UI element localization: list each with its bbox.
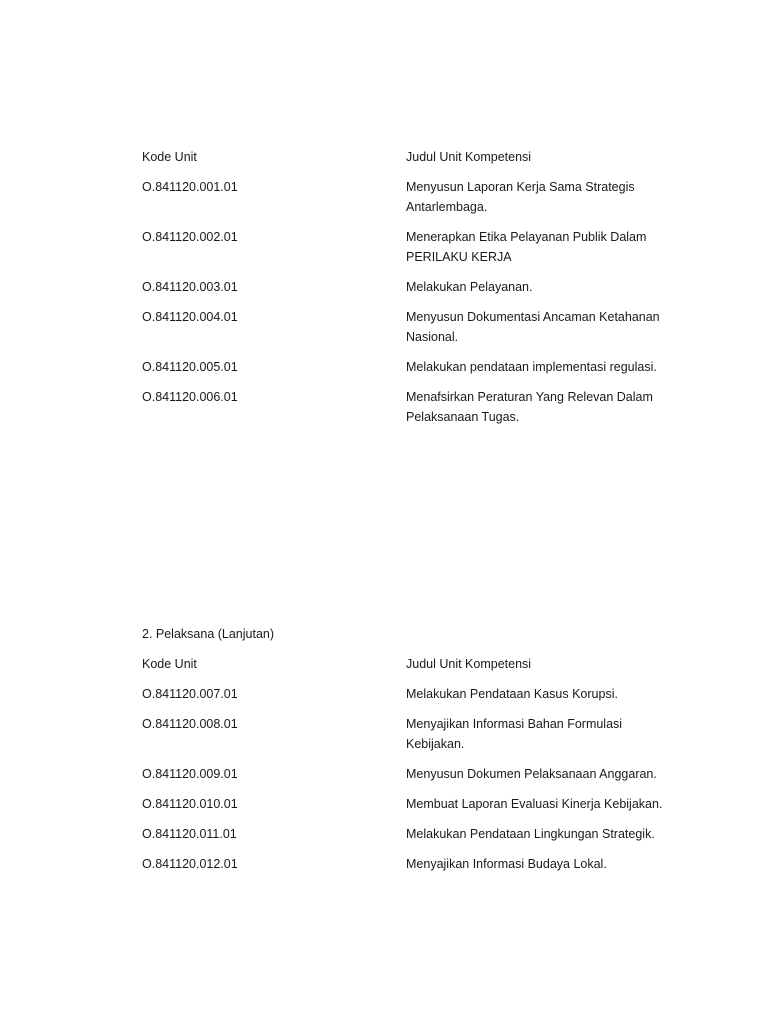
table-row	[142, 227, 682, 267]
table-row	[142, 357, 682, 377]
unit-title: Menyusun Laporan Kerja Sama Strategis Antarlembaga.	[406, 180, 635, 214]
unit-code: O.841120.010.01	[142, 797, 238, 811]
table-row	[142, 854, 682, 874]
unit-title: Membuat Laporan Evaluasi Kinerja Kebijakan.	[406, 797, 663, 811]
unit-code: O.841120.006.01	[142, 390, 238, 404]
column-header-title: Judul Unit Kompetensi	[406, 657, 532, 671]
unit-title: Melakukan Pelayanan.	[406, 280, 533, 294]
unit-title: Melakukan Pendataan Kasus Korupsi.	[406, 687, 618, 701]
unit-code: O.841120.002.01	[142, 230, 238, 244]
unit-code: O.841120.004.01	[142, 310, 238, 324]
unit-code: O.841120.011.01	[142, 827, 237, 841]
table-header-row	[142, 654, 682, 674]
column-header-code: Kode Unit	[142, 657, 197, 671]
table-row	[142, 824, 682, 844]
table-row	[142, 714, 682, 754]
column-header-title: Judul Unit Kompetensi	[406, 150, 532, 164]
table-header-row	[142, 147, 682, 167]
table-row	[142, 277, 682, 297]
unit-title: Menerapkan Etika Pelayanan Publik Dalam PERILAKU KERJA	[406, 230, 647, 264]
unit-code: O.841120.001.01	[142, 180, 238, 194]
unit-title: Menyusun Dokumentasi Ancaman Ketahanan Nasional.	[406, 310, 660, 344]
unit-title: Melakukan Pendataan Lingkungan Strategik.	[406, 827, 655, 841]
unit-title: Menyajikan Informasi Bahan Formulasi Kebijakan.	[406, 717, 623, 751]
unit-code: O.841120.007.01	[142, 687, 238, 701]
table-row	[142, 684, 682, 704]
unit-title: Melakukan pendataan implementasi regulasi.	[406, 360, 657, 374]
table-row	[142, 307, 682, 347]
unit-code: O.841120.003.01	[142, 280, 238, 294]
unit-title: Menyajikan Informasi Budaya Lokal.	[406, 857, 607, 871]
unit-title: Menafsirkan Peraturan Yang Relevan Dalam Pelaksanaan Tugas.	[406, 390, 653, 424]
unit-code: O.841120.008.01	[142, 717, 238, 731]
table-row	[142, 387, 682, 427]
section-heading: 2. Pelaksana (Lanjutan)	[142, 627, 275, 641]
column-header-code: Kode Unit	[142, 150, 197, 164]
table-row	[142, 764, 682, 784]
unit-code: O.841120.009.01	[142, 767, 238, 781]
unit-title: Menyusun Dokumen Pelaksanaan Anggaran.	[406, 767, 657, 781]
competency-table-2	[142, 624, 682, 884]
table-row	[142, 177, 682, 217]
table-row	[142, 794, 682, 814]
competency-table-1	[142, 147, 682, 437]
unit-code: O.841120.005.01	[142, 360, 238, 374]
unit-code: O.841120.012.01	[142, 857, 238, 871]
